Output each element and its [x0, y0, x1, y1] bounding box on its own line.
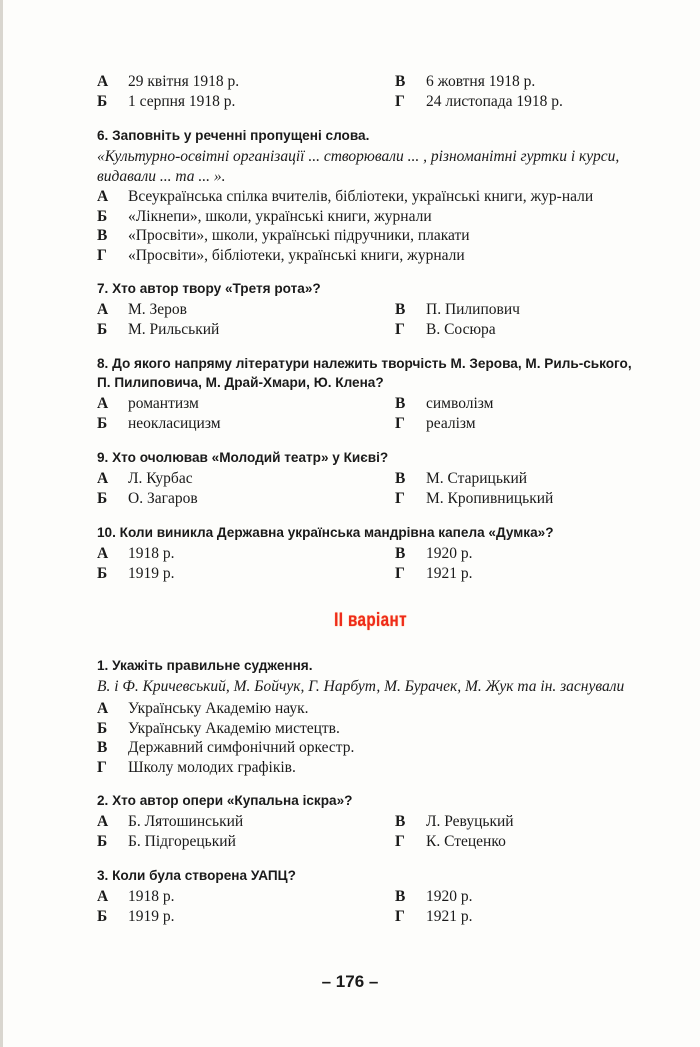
option-text: Всеукраїнська спілка вчителів, бібліотеки, українські книги, жур-нали	[128, 188, 594, 205]
option-letter: Б	[97, 719, 108, 737]
answer-row	[97, 564, 645, 584]
option-letter: Г	[97, 246, 107, 264]
variant-title: II варіант	[334, 610, 408, 631]
answer-letter: А	[97, 73, 109, 90]
answer-letter: В	[395, 888, 406, 905]
question-6-stem: «Культурно-освітні організації ... створювали ... , різноманітні гуртки і курси, видавали ... та ... ».	[97, 148, 620, 185]
answer-letter: В	[395, 301, 406, 318]
answer-row	[97, 812, 645, 832]
answer-text: реалізм	[426, 415, 476, 432]
option-text: Українську Академію мистецтв.	[128, 719, 340, 737]
answer-letter: Б	[97, 833, 108, 850]
answer-row	[97, 832, 645, 852]
answer-letter: Г	[395, 490, 405, 507]
answer-text: 1919 р.	[128, 565, 175, 582]
answer-letter: Б	[97, 565, 108, 582]
option-row	[97, 719, 645, 739]
answer-letter: А	[97, 888, 109, 905]
option-letter: Б	[97, 207, 108, 225]
answer-letter: Г	[395, 415, 405, 432]
answer-row	[97, 469, 645, 489]
v2-question-3-title: 3. Коли була створена УАПЦ?	[97, 868, 296, 883]
option-letter: В	[97, 227, 108, 244]
option-letter: Г	[97, 758, 107, 776]
answer-text: 1921 р.	[426, 565, 473, 582]
answer-text: Б. Підгорецький	[128, 833, 236, 850]
answer-text: 29 квітня 1918 р.	[128, 73, 240, 90]
answer-row	[97, 907, 645, 927]
option-row	[97, 187, 645, 207]
answer-text: М. Зеров	[128, 301, 187, 318]
option-letter: А	[97, 188, 109, 205]
option-text: «Лікнепи», школи, українські книги, журнали	[128, 207, 432, 225]
answer-letter: В	[395, 395, 406, 412]
answer-text: Л. Курбас	[128, 470, 193, 487]
page-edge	[0, 0, 3, 1047]
question-9-title: 9. Хто очолював «Молодий театр» у Києві?	[97, 450, 389, 465]
answer-row	[97, 300, 645, 320]
answer-letter: В	[395, 545, 406, 562]
option-row	[97, 207, 645, 227]
option-row	[97, 699, 645, 719]
answer-letter: Б	[97, 321, 108, 338]
v2-question-1-title: 1. Укажіть правильне судження.	[97, 658, 313, 673]
answer-letter: Г	[395, 321, 405, 338]
answer-letter: Б	[97, 908, 108, 925]
answer-text: 24 листопада 1918 р.	[426, 93, 563, 110]
answer-text: Л. Ревуцький	[426, 813, 514, 830]
answer-letter: А	[97, 395, 109, 412]
option-text: Школу молодих графіків.	[128, 758, 296, 776]
answer-text: Б. Лятошинський	[128, 813, 244, 830]
answer-text: 6 жовтня 1918 р.	[426, 73, 536, 90]
option-row	[97, 226, 645, 246]
answer-letter: В	[395, 73, 406, 90]
option-letter: В	[97, 739, 108, 756]
answer-text: 1921 р.	[426, 908, 473, 925]
v2-question-2-title: 2. Хто автор опери «Купальна іскра»?	[97, 793, 353, 808]
answer-text: символізм	[426, 395, 494, 412]
option-row	[97, 246, 645, 266]
question-8-title: 8. До якого напряму літератури належить творчість М. Зерова, М. Риль-ського, П. Пилиповича, М. Драй-Хмари, Ю. Клена?	[97, 356, 632, 390]
answer-row	[97, 92, 645, 112]
answer-letter: Г	[395, 565, 405, 582]
answer-row	[97, 887, 645, 907]
variant-heading	[97, 610, 645, 632]
answer-letter: Б	[97, 415, 108, 432]
answer-text: П. Пилипович	[426, 301, 520, 318]
answer-text: 1920 р.	[426, 888, 473, 905]
page-number: – 176 –	[321, 972, 379, 991]
answer-row	[97, 414, 645, 434]
answer-letter: Г	[395, 93, 405, 110]
answer-text: В. Сосюра	[426, 321, 496, 338]
answer-text: неокласицизм	[128, 415, 221, 432]
answer-text: К. Стеценко	[426, 833, 506, 850]
question-10-title: 10. Коли виникла Державна українська мандрівна капела «Думка»?	[97, 525, 554, 540]
option-row	[97, 738, 645, 758]
answer-text: романтизм	[128, 395, 199, 412]
question-6-title: 6. Заповніть у реченні пропущені слова.	[97, 128, 370, 143]
answer-letter: Г	[395, 833, 405, 850]
option-letter: А	[97, 700, 109, 717]
answer-text: 1 серпня 1918 р.	[128, 93, 236, 110]
answer-letter: Б	[97, 490, 108, 507]
answer-row	[97, 394, 645, 414]
answer-row	[97, 544, 645, 564]
answer-text: 1918 р.	[128, 888, 175, 905]
option-text: «Просвіти», бібліотеки, українські книги, журнали	[128, 246, 465, 264]
question-7-title: 7. Хто автор твору «Третя рота»?	[97, 281, 321, 296]
answer-text: 1919 р.	[128, 908, 175, 925]
answer-text: М. Рильський	[128, 321, 220, 338]
test-page	[97, 72, 645, 927]
answer-block-top	[97, 72, 645, 112]
option-text: Українську Академію наук.	[128, 700, 309, 717]
option-text: «Просвіти», школи, українські підручники, плакати	[128, 227, 470, 244]
answer-text: 1920 р.	[426, 545, 473, 562]
answer-letter: Б	[97, 93, 108, 110]
answer-row	[97, 320, 645, 340]
v2-question-1-stem: В. і Ф. Кричевський, М. Бойчук, Г. Нарбут, М. Бурачек, М. Жук та ін. заснували	[97, 678, 625, 695]
answer-text: М. Старицький	[426, 470, 528, 487]
answer-letter: А	[97, 470, 109, 487]
answer-letter: А	[97, 545, 109, 562]
option-row	[97, 758, 645, 778]
answer-text: О. Загаров	[128, 490, 198, 507]
option-text: Державний симфонічний оркестр.	[128, 739, 355, 756]
answer-text: 1918 р.	[128, 545, 175, 562]
answer-row	[97, 72, 645, 92]
answer-row	[97, 489, 645, 509]
answer-text: М. Кропивницький	[426, 490, 554, 507]
answer-letter: А	[97, 813, 109, 830]
answer-letter: А	[97, 301, 109, 318]
answer-letter: Г	[395, 908, 405, 925]
answer-letter: В	[395, 813, 406, 830]
answer-letter: В	[395, 470, 406, 487]
